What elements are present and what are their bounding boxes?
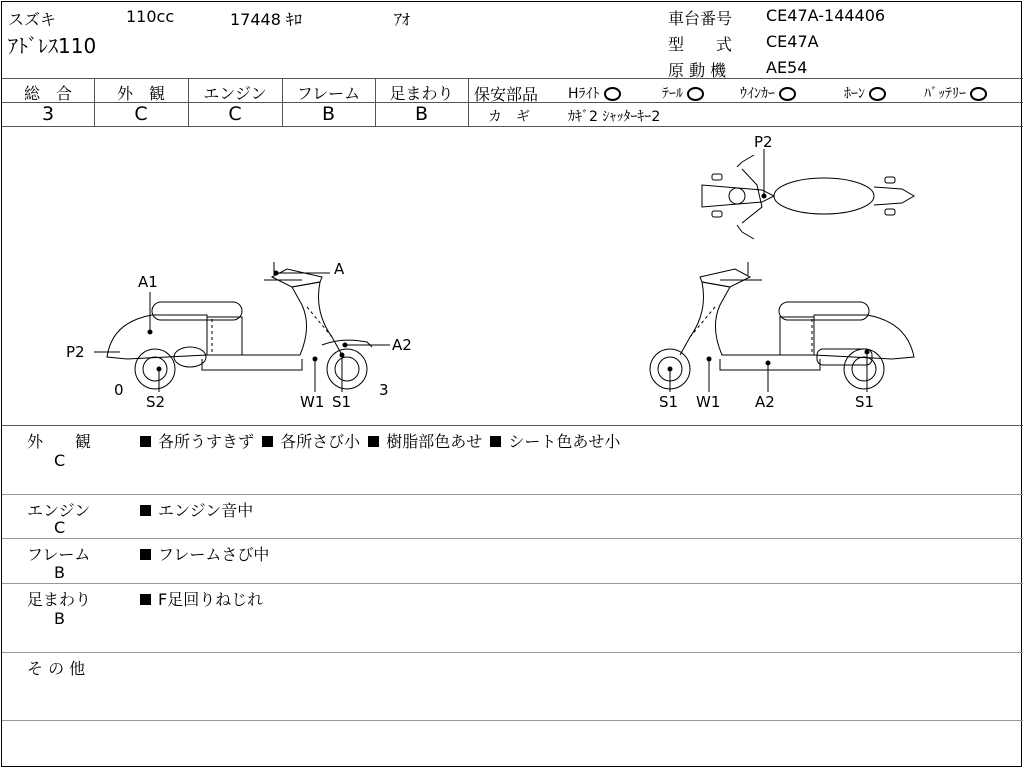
divider — [2, 78, 1023, 79]
bullet-icon — [490, 436, 501, 447]
safety-parts-label: 保安部品 — [474, 85, 539, 104]
section-other-label: そ の 他 — [27, 659, 86, 678]
safety-item-tail: ﾃｰﾙ — [662, 83, 704, 103]
ok-mark-icon — [970, 87, 987, 101]
frame-no: CE47A-144406 — [766, 6, 886, 25]
model-name: ｱﾄﾞﾚｽ110 — [8, 34, 97, 58]
bullet-icon — [262, 436, 273, 447]
label-s1: S1 — [332, 393, 352, 411]
section-frame-label: フレーム — [27, 545, 91, 564]
ok-mark-icon — [687, 87, 704, 101]
section-exterior-remarks — [137, 429, 620, 452]
ok-mark-icon — [604, 87, 621, 101]
bullet-icon — [140, 549, 151, 560]
label-a2: A2 — [392, 336, 412, 354]
label-p2: P2 — [66, 343, 85, 361]
grade-suspension-value: B — [414, 103, 429, 125]
section-suspension-grade: B — [54, 609, 65, 628]
label-right-a2: A2 — [755, 393, 775, 411]
engine-value: AE54 — [766, 58, 808, 77]
section-engine-label: エンジン — [27, 501, 91, 520]
maker: スズキ — [8, 10, 57, 29]
ok-mark-icon — [779, 87, 796, 101]
label-s2: S2 — [146, 393, 166, 411]
section-frame-remarks — [137, 542, 269, 565]
key-value: ｶｷﾞ2 ｼｬｯﾀｰｷｰ2 — [568, 109, 661, 125]
divider — [2, 720, 1023, 721]
remark-item: シート色あせ小 — [508, 432, 621, 451]
section-engine-remarks — [137, 498, 253, 521]
bullet-icon — [140, 594, 151, 605]
label-a1: A1 — [138, 273, 158, 291]
remark-item: フレームさび中 — [158, 545, 270, 564]
grade-frame-label: フレーム — [296, 84, 361, 103]
section-suspension-remarks — [137, 587, 263, 610]
label-zero: 0 — [114, 381, 124, 399]
grade-engine-value: C — [228, 103, 242, 125]
remark-item: 樹脂部色あせ — [386, 432, 483, 451]
divider — [2, 652, 1023, 653]
label-right-s1: S1 — [659, 393, 679, 411]
remark-item: エンジン音中 — [158, 501, 254, 520]
label-right-w1: W1 — [696, 393, 721, 411]
grade-exterior-label: 外 観 — [116, 84, 165, 103]
divider — [2, 538, 1023, 539]
remark-item: 各所うすきず — [158, 432, 255, 451]
label-three: 3 — [379, 381, 389, 399]
grade-exterior-value: C — [134, 103, 148, 125]
divider — [2, 494, 1023, 495]
bullet-icon — [140, 505, 151, 516]
engine-label: 原 動 機 — [668, 61, 727, 80]
grade-engine-label: エンジン — [203, 84, 267, 103]
remark-item: 各所さび小 — [280, 432, 361, 451]
safety-item-battery: ﾊﾞｯﾃﾘｰ — [924, 83, 987, 103]
grade-overall-label: 総 合 — [23, 84, 72, 103]
divider — [2, 425, 1023, 426]
section-exterior-grade: C — [54, 451, 66, 470]
scooter-damage-diagram — [2, 127, 1023, 425]
inspection-sheet — [1, 1, 1022, 767]
scooter-right-view — [650, 262, 914, 389]
label-top-p2: P2 — [754, 133, 773, 151]
safety-item-headlight: Hﾗｲﾄ — [568, 83, 621, 103]
displacement: 110cc — [126, 7, 175, 26]
type-value: CE47A — [766, 32, 819, 51]
key-label: カ ギ — [488, 109, 530, 125]
section-suspension-label: 足まわり — [27, 590, 92, 609]
safety-item-winker: ｳｲﾝｶｰ — [740, 83, 796, 103]
section-exterior-label: 外 観 — [27, 432, 92, 451]
frame-no-label: 車台番号 — [668, 9, 733, 28]
section-frame-grade: B — [54, 563, 65, 582]
label-w1: W1 — [300, 393, 325, 411]
divider — [2, 583, 1023, 584]
safety-item-horn: ﾎｰﾝ — [844, 83, 886, 103]
grade-frame-value: B — [321, 103, 336, 125]
ok-mark-icon — [869, 87, 886, 101]
label-right-s1b: S1 — [855, 393, 875, 411]
color: ｱｵ — [394, 10, 411, 29]
bullet-icon — [368, 436, 379, 447]
type-label: 型 式 — [668, 35, 733, 54]
mileage: 17448 ｷﾛ — [230, 10, 302, 29]
grade-overall-value: 3 — [41, 103, 55, 125]
label-a: A — [334, 260, 345, 278]
grade-suspension-label: 足まわり — [389, 84, 454, 103]
remark-item: F足回りねじれ — [158, 590, 264, 609]
bullet-icon — [140, 436, 151, 447]
scooter-top-view — [702, 155, 914, 239]
section-engine-grade: C — [54, 518, 66, 537]
